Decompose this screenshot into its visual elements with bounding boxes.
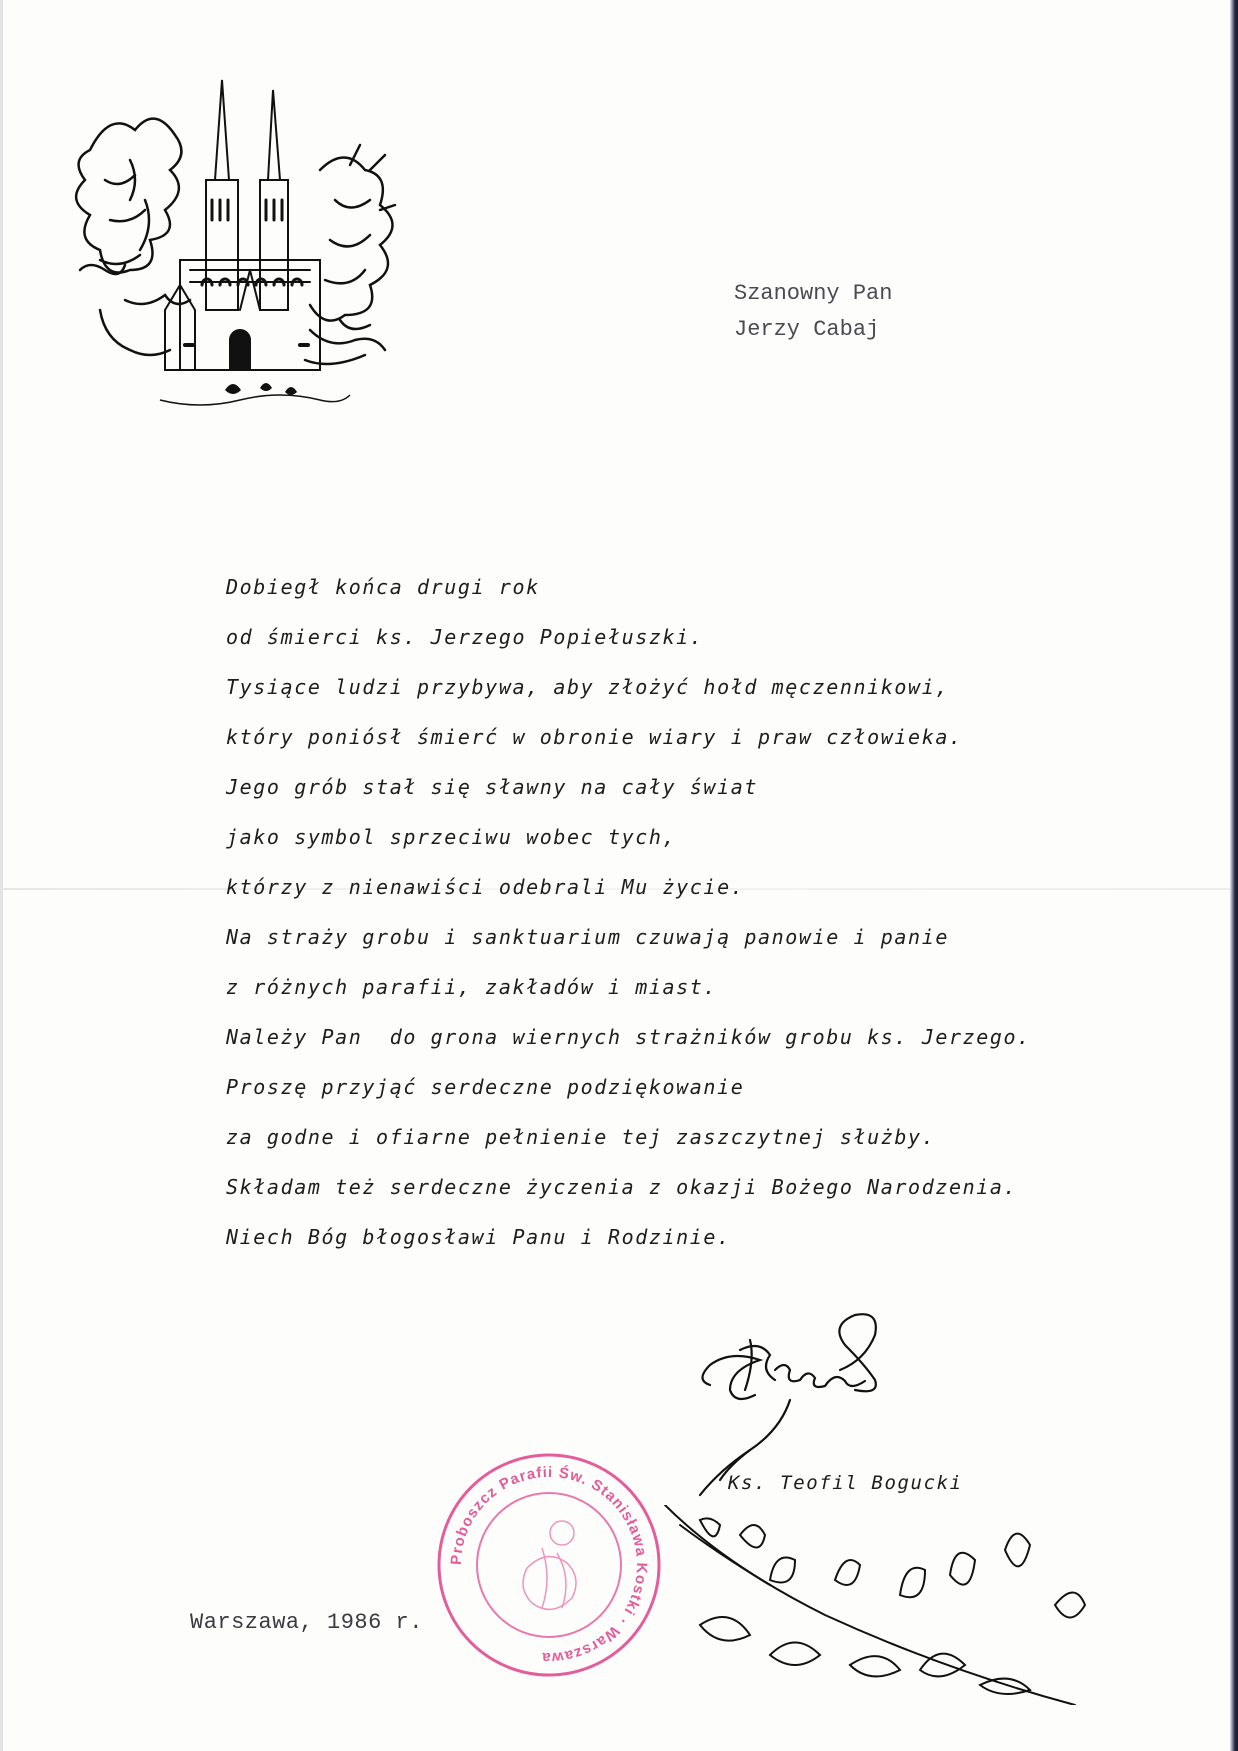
body-line: Dobiegł końca drugi rok xyxy=(226,575,540,599)
scan-edge-right xyxy=(1230,0,1238,1751)
body-line: Tysiące ludzi przybywa, aby złożyć hołd męczennikowi, xyxy=(226,675,949,699)
body-line: od śmierci ks. Jerzego Popiełuszki. xyxy=(226,625,704,649)
signer-name: Ks. Teofil Bogucki xyxy=(728,1472,963,1494)
church-illustration-icon xyxy=(70,70,420,430)
body-line: za godne i ofiarne pełnienie tej zaszczytnej służby. xyxy=(226,1125,936,1149)
body-line: który poniósł śmierć w obronie wiary i praw człowieka. xyxy=(226,725,963,749)
recipient-address xyxy=(734,276,892,348)
body-line: Niech Bóg błogosławi Panu i Rodzinie. xyxy=(226,1225,731,1249)
body-line: Składam też serdeczne życzenia z okazji Bożego Narodzenia. xyxy=(226,1175,1018,1199)
body-line: którzy z nienawiści odebrali Mu życie. xyxy=(226,875,745,899)
recipient-name: Jerzy Cabaj xyxy=(734,317,880,342)
body-line: Na straży grobu i sanktuarium czuwają panowie i panie xyxy=(226,925,949,949)
place-date: Warszawa, 1986 r. xyxy=(190,1610,423,1635)
body-line: Jego grób stał się sławny na cały świat xyxy=(226,775,758,799)
body-line: Należy Pan do grona wiernych strażników grobu ks. Jerzego. xyxy=(226,1025,1031,1049)
body-line: jako symbol sprzeciwu wobec tych, xyxy=(226,825,677,849)
recipient-salutation: Szanowny Pan xyxy=(734,281,893,306)
parish-stamp-icon xyxy=(432,1448,666,1682)
olive-branch-icon xyxy=(660,1505,1100,1705)
body-line: z różnych parafii, zakładów i miast. xyxy=(226,975,718,999)
body-line: Proszę przyjąć serdeczne podziękowanie xyxy=(226,1075,745,1099)
scan-edge-left xyxy=(0,0,3,1751)
letter-body xyxy=(226,562,1031,1262)
stamp-text: Proboszcz Parafii Św. Stanisława Kostki · Warszawa xyxy=(447,1463,651,1667)
